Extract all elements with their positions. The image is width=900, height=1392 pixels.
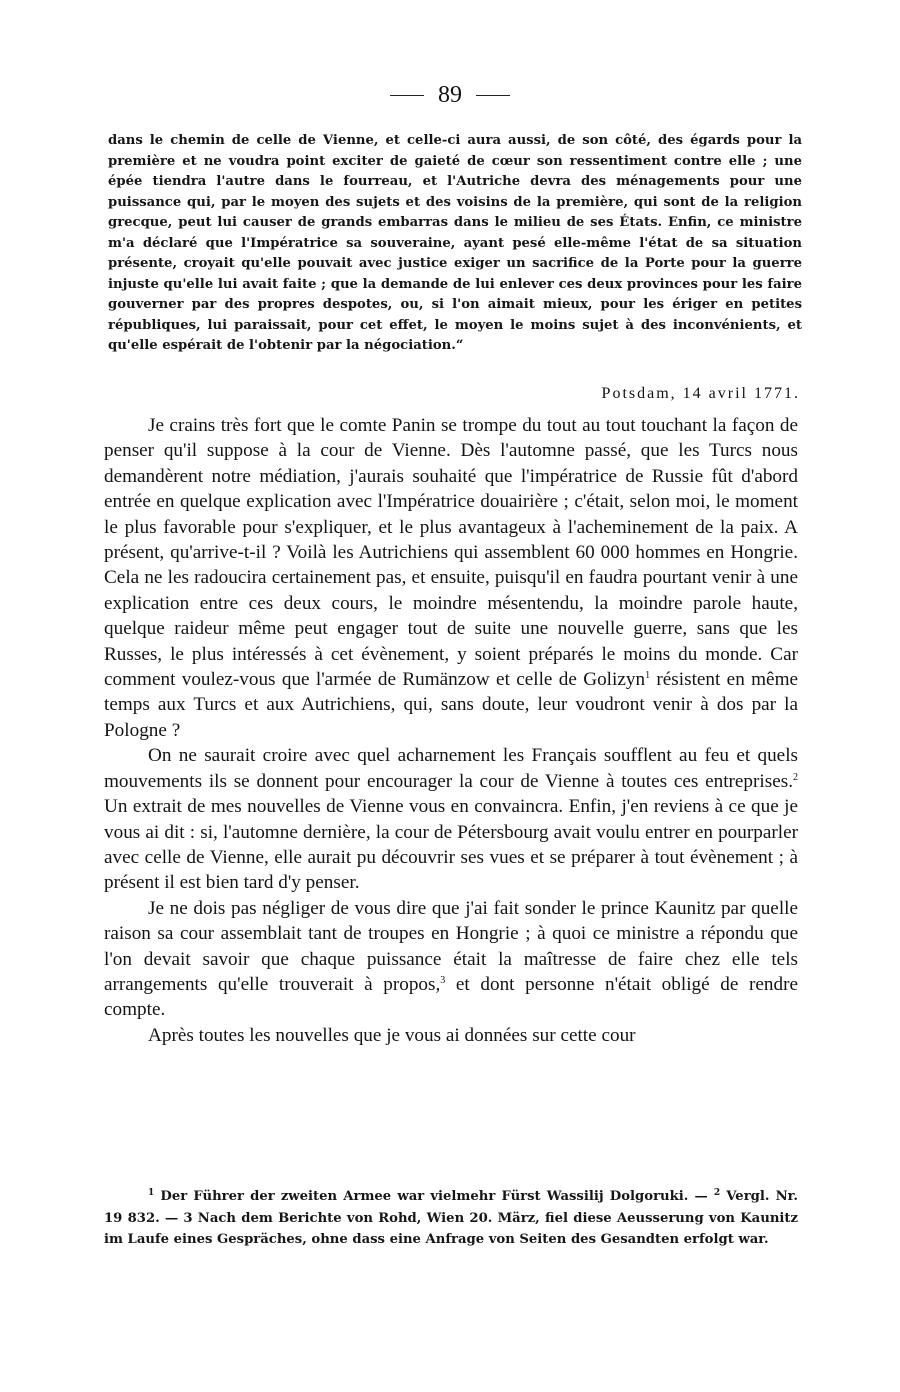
quoted-letter-block xyxy=(108,131,802,357)
body-paragraph-2-text-a: On ne saurait croire avec quel acharnement les Français soufflent au feu et quels mouvements ils se donnent pour encourager la cour de Vienne à toutes ces entreprises. xyxy=(104,745,798,792)
page-header xyxy=(0,82,900,109)
footnote-block xyxy=(104,1186,798,1251)
body-paragraph-1 xyxy=(104,413,798,743)
signature-place: Potsdam, xyxy=(601,385,677,402)
footnote-2-text: Vergl. Nr. 19 832. — 3 Nach dem Berichte von Rohd, Wien 20. März, fiel diese Aeusserung von Kaunitz im Laufe eines Gespräches, ohne dass eine Anfrage von Seiten des Gesandten erfolgt war. xyxy=(104,1189,798,1247)
body-paragraph-1-text-a: Je crains très fort que le comte Panin se trompe du tout au tout touchant la façon de penser qu'il suppose à la cour de Vienne. Dès l'automne passé, que les Turcs nous demandèrent notre médiation, j'aurais souhaité que l'impératrice de Russie fût d'abord entrée en quelque explication avec l'Impératrice douairière ; c'était, selon moi, le moment le plus favorable pour s'expliquer, et le plus avantageux à l'acheminement de la paix. A présent, qu'arrive-t-il ? Voilà les Autrichiens qui assemblent 60 000 hommes en Hongrie. Cela ne les radoucira certainement pas, et ensuite, puisqu'il en faudra pourtant venir à une explication entre ces deux cours, le moindre mésentendu, la moindre parole haute, quelque raideur même peut engager tout de suite une nouvelle guerre, sans que les Russes, le plus intéressés à cet évènement, y soient préparés le moins du monde. Car comment voulez-vous que l'armée de Rumänzow et celle de Golizyn xyxy=(104,415,798,691)
footnote-ref-3: 3 xyxy=(440,974,446,986)
footnote-mark-2: 2 xyxy=(713,1188,721,1198)
footnote-mark-1: 1 xyxy=(148,1188,155,1198)
header-rule-right xyxy=(476,95,510,96)
footnote-1-text: Der Führer der zweiten Armee war vielmehr Fürst Wassilij Dolgoruki. — xyxy=(154,1189,714,1204)
footnotes xyxy=(104,1186,798,1251)
body-text xyxy=(104,413,798,1048)
body-paragraph-3 xyxy=(104,896,798,1023)
body-paragraph-2-text-b: Un extrait de mes nouvelles de Vienne vous en convaincra. Enfin, j'en reviens à ce que je vous ai dit : si, l'automne dernière, la cour de Pétersbourg avait voulu entrer en pourparler avec celle de Vienne, elle aurait pu découvrir ses vues et se préparer à tout évènement ; à présent il est bien tard d'y penser. xyxy=(104,796,798,894)
body-paragraph-3-text-a: Je ne dois pas négliger de vous dire que j'ai fait sonder le prince Kaunitz par quelle raison sa cour assemblait tant de troupes en Hongrie ; à quoi ce ministre a répondu que l'on devait savoir que chaque puissance était la maîtresse de faire chez elle tels arrangements qu'elle trouverait à propos, xyxy=(104,897,798,995)
header-rule-left xyxy=(390,95,424,96)
signature-date: 14 avril 1771. xyxy=(682,385,800,402)
body-paragraph-3-text-b: et dont personne n'était obligé de rendre compte. xyxy=(104,973,798,1021)
footnote-ref-2: 2 xyxy=(793,771,798,783)
page-number: 89 xyxy=(438,82,462,108)
footnote-ref-1: 1 xyxy=(645,670,651,682)
body-paragraph-2 xyxy=(104,743,798,895)
quote-paragraph: dans le chemin de celle de Vienne, et celle-ci aura aussi, de son côté, des égards pour la première et ne voudra point exciter de gaieté de cœur son ressentiment contre elle ; une épée tiendra l'autre dans le fourreau, et l'Autriche devra des ménagements pour une puissance qui, par le moyen des sujets et des voisins de la première, qui sont de la religion grecque, peut lui causer de grands embarras dans le milieu de ses États. Enfin, ce ministre m'a déclaré que l'Impératrice sa souveraine, ayant pesé elle-même l'état de sa situation présente, croyait qu'elle pouvait avec justice exiger un sacrifice de la Porte pour la guerre injuste qu'elle lui avait faite ; que la demande de lui enlever ces deux provinces pour les faire gouverner par des propres despotes, ou, si l'on aimait mieux, pour les ériger en petites républiques, lui paraissait, pour cet effet, le moyen le moins sujet à des inconvénients, et qu'elle espérait de l'obtenir par la négociation.“ xyxy=(108,133,802,353)
body-paragraph-1-text-b: résistent en même temps aux Turcs et aux Autrichiens, qui, sans doute, leur voudront venir à dos par la Pologne ? xyxy=(104,669,799,741)
body-paragraph-4: Après toutes les nouvelles que je vous ai données sur cette cour xyxy=(148,1024,636,1046)
letter-signature xyxy=(602,385,800,403)
